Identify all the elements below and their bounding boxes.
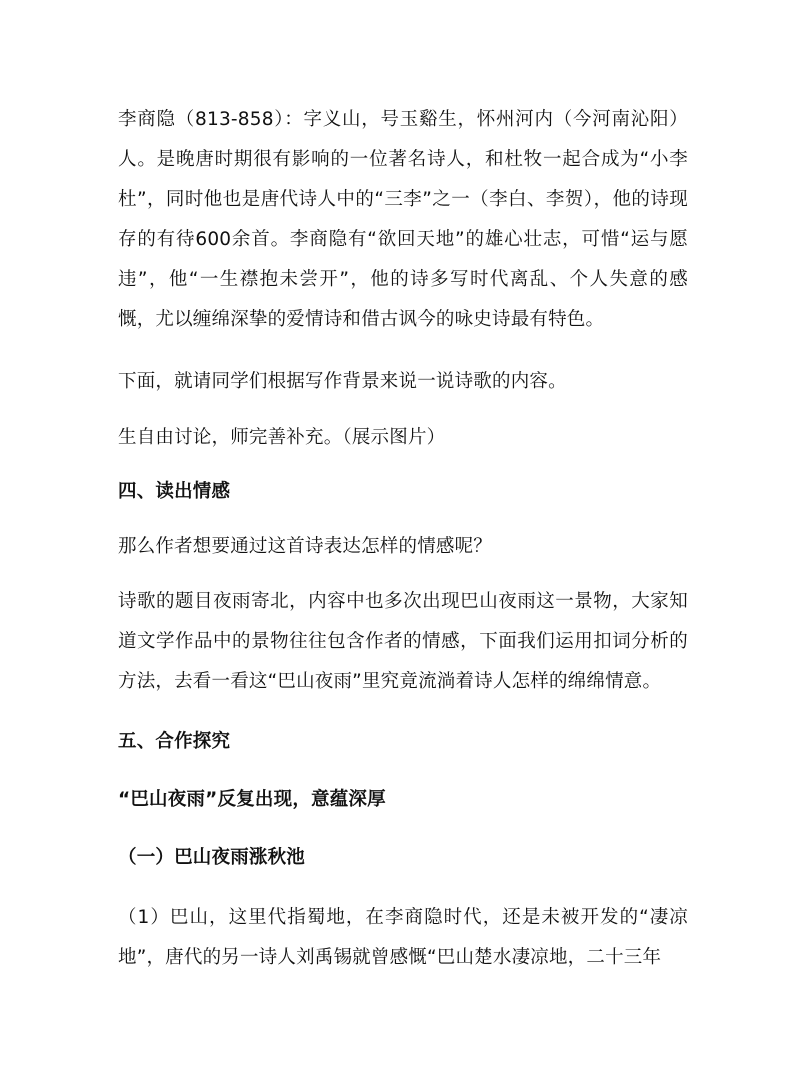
cooperation-subtitle: “巴山夜雨”反复出现，意蕴深厚 [118, 789, 386, 810]
subsection-1-heading: （一）巴山夜雨涨秋池 [118, 847, 306, 868]
question-paragraph: 那么作者想要通过这首诗表达怎样的情感呢？ [118, 536, 493, 557]
section-5-heading: 五、合作探究 [118, 731, 231, 752]
biography-paragraph: 李商隐（813-858）：字义山，号玉谿生，怀州河内（今河南沁阳）人。是晚唐时期很有影响的一位著名诗人，和杜牧一起合成为“小李杜”，同时他也是唐代诗人中的“三李”之一（李白、李贺），他的诗现存的有待600余首。李商隐有“欲回天地”的雄心壮志，可惜“运与愿违”，他“一生襟抱未尝开”，他的诗多写时代离乱、个人失意的感慨，尤以缠绵深挚的爱情诗和借古讽今的咏史诗最有特色。 [118, 109, 688, 330]
discussion-paragraph: 生自由讨论，师完善补充。（展示图片） [118, 427, 446, 448]
instruction-paragraph: 下面，就请同学们根据写作背景来说一说诗歌的内容。 [118, 371, 567, 392]
section-4-heading: 四、读出情感 [118, 481, 231, 502]
point-1-paragraph: （1）巴山，这里代指蜀地，在李商隐时代，还是未被开发的“凄凉地”，唐代的另一诗人刘禹锡就曾感慨“巴山楚水凄凉地，二十三年 [118, 907, 688, 968]
analysis-paragraph: 诗歌的题目夜雨寄北，内容中也多次出现巴山夜雨这一景物，大家知道文学作品中的景物往往包含作者的情感，下面我们运用扣词分析的方法，去看一看这“巴山夜雨”里究竟流淌着诗人怎样的绵绵情意。 [118, 591, 688, 692]
